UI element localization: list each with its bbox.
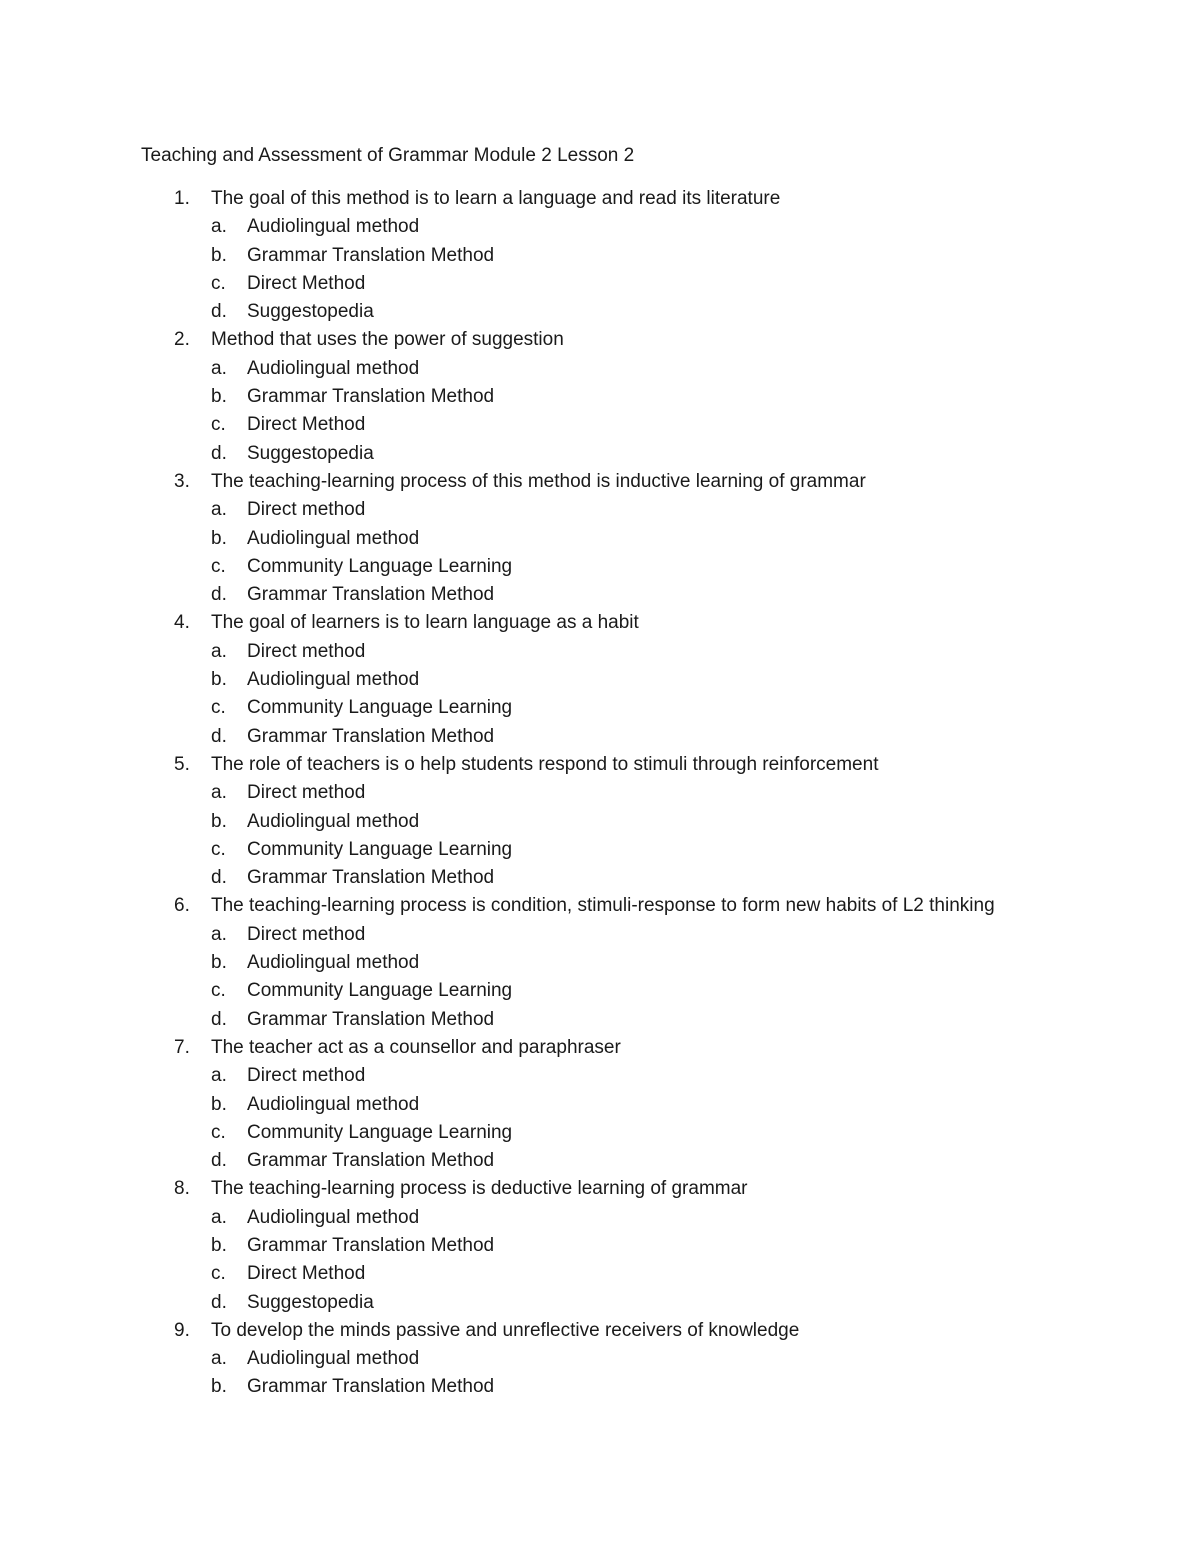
option-letter: b.: [211, 244, 227, 266]
answer-option: [0, 525, 1200, 553]
option-text: Grammar Translation Method: [247, 386, 495, 408]
option-letter: b.: [211, 1376, 227, 1398]
option-text: Suggestopedia: [247, 1291, 374, 1313]
question-item: [0, 751, 1200, 779]
option-letter: c.: [211, 1121, 226, 1143]
question-text: The goal of this method is to learn a language and read its literature: [211, 188, 781, 209]
option-text: Direct Method: [247, 272, 366, 294]
option-text: Suggestopedia: [247, 301, 374, 323]
question-number: 6.: [174, 895, 190, 917]
option-letter: b.: [211, 527, 227, 549]
answer-option: [0, 1232, 1200, 1260]
answer-option: [0, 1373, 1200, 1401]
option-text: Grammar Translation Method: [247, 1234, 495, 1256]
answer-option: [0, 1062, 1200, 1090]
option-text: Direct Method: [247, 1263, 366, 1285]
option-letter: a.: [211, 1206, 227, 1228]
answer-option: [0, 977, 1200, 1005]
answer-option: [0, 496, 1200, 524]
option-text: Community Language Learning: [247, 1121, 513, 1143]
option-text: Direct method: [247, 1065, 366, 1087]
option-text: Audiolingual method: [247, 1206, 420, 1228]
option-letter: c.: [211, 697, 226, 719]
option-letter: b.: [211, 1093, 227, 1115]
answer-option: [0, 383, 1200, 411]
option-text: Community Language Learning: [247, 697, 513, 719]
option-text: Audiolingual method: [247, 952, 420, 974]
question-text: The teaching-learning process is deductive learning of grammar: [211, 1178, 748, 1200]
option-letter: b.: [211, 810, 227, 832]
option-text: Grammar Translation Method: [247, 1008, 495, 1030]
option-letter: b.: [211, 952, 227, 974]
answer-option: [0, 411, 1200, 439]
question-list: [0, 185, 1200, 1402]
option-text: Direct method: [247, 923, 366, 945]
option-text: Grammar Translation Method: [247, 584, 495, 606]
option-letter: d.: [211, 1150, 227, 1172]
option-letter: d.: [211, 867, 227, 889]
option-letter: b.: [211, 1234, 227, 1256]
question-number: 7.: [174, 1036, 190, 1058]
option-letter: c.: [211, 1263, 226, 1285]
question-number: 3.: [174, 470, 190, 492]
answer-option: [0, 553, 1200, 581]
question-text: Method that uses the power of suggestion: [211, 329, 564, 351]
option-text: Audiolingual method: [247, 810, 420, 832]
option-text: Audiolingual method: [247, 527, 420, 549]
option-text: Audiolingual method: [247, 357, 420, 379]
question-text: To develop the minds passive and unreflective receivers of knowledge: [211, 1319, 800, 1341]
question-item: [0, 892, 1200, 920]
option-letter: c.: [211, 838, 226, 860]
question-text: The teacher act as a counsellor and paraphraser: [211, 1036, 621, 1058]
question-text: The teaching-learning process of this method is inductive learning of grammar: [211, 470, 866, 492]
question-number: 1.: [174, 188, 190, 209]
answer-option: [0, 723, 1200, 751]
option-letter: d.: [211, 442, 227, 464]
option-text: Direct method: [247, 499, 366, 521]
answer-option: [0, 1091, 1200, 1119]
option-text: Direct method: [247, 782, 366, 804]
option-letter: c.: [211, 555, 226, 577]
question-item: [0, 609, 1200, 637]
question-number: 2.: [174, 329, 190, 351]
question-text: The role of teachers is o help students respond to stimuli through reinforcement: [211, 753, 879, 775]
option-letter: a.: [211, 357, 227, 379]
option-text: Grammar Translation Method: [247, 867, 495, 889]
option-letter: b.: [211, 386, 227, 408]
answer-option: [0, 694, 1200, 722]
answer-option: [0, 1147, 1200, 1175]
answer-option: [0, 1204, 1200, 1232]
question-item: [0, 326, 1200, 354]
option-text: Community Language Learning: [247, 555, 513, 577]
option-letter: a.: [211, 216, 227, 238]
answer-option: [0, 440, 1200, 468]
option-letter: d.: [211, 1008, 227, 1030]
option-letter: a.: [211, 923, 227, 945]
question-number: 8.: [174, 1178, 190, 1200]
question-text: The teaching-learning process is condition, stimuli-response to form new habits of L2 thinking: [211, 895, 995, 917]
answer-option: [0, 1119, 1200, 1147]
option-letter: d.: [211, 584, 227, 606]
option-letter: d.: [211, 301, 227, 323]
option-text: Grammar Translation Method: [247, 1376, 495, 1398]
answer-option: [0, 1345, 1200, 1373]
answer-option: [0, 808, 1200, 836]
option-text: Audiolingual method: [247, 1348, 420, 1370]
option-letter: a.: [211, 1348, 227, 1370]
answer-option: [0, 270, 1200, 298]
answer-option: [0, 1260, 1200, 1288]
option-letter: c.: [211, 272, 226, 294]
option-text: Audiolingual method: [247, 669, 420, 691]
option-letter: c.: [211, 414, 226, 436]
answer-option: [0, 666, 1200, 694]
option-letter: a.: [211, 782, 227, 804]
option-letter: a.: [211, 640, 227, 662]
option-letter: a.: [211, 499, 227, 521]
question-item: [0, 1317, 1200, 1345]
option-text: Audiolingual method: [247, 1093, 420, 1115]
question-text: The goal of learners is to learn language as a habit: [211, 612, 639, 634]
question-item: [0, 1175, 1200, 1203]
option-letter: b.: [211, 669, 227, 691]
option-text: Grammar Translation Method: [247, 1150, 495, 1172]
answer-option: [0, 213, 1200, 241]
option-text: Audiolingual method: [247, 216, 420, 238]
option-text: Community Language Learning: [247, 838, 513, 860]
question-number: 4.: [174, 612, 190, 634]
answer-option: [0, 921, 1200, 949]
question-item: [0, 185, 1200, 213]
answer-option: [0, 638, 1200, 666]
answer-option: [0, 864, 1200, 892]
option-text: Grammar Translation Method: [247, 725, 495, 747]
question-number: 5.: [174, 753, 190, 775]
option-text: Suggestopedia: [247, 442, 374, 464]
answer-option: [0, 355, 1200, 383]
question-item: [0, 468, 1200, 496]
answer-option: [0, 581, 1200, 609]
option-letter: c.: [211, 980, 226, 1002]
option-text: Direct Method: [247, 414, 366, 436]
option-text: Grammar Translation Method: [247, 244, 495, 266]
option-text: Community Language Learning: [247, 980, 513, 1002]
answer-option: [0, 949, 1200, 977]
question-item: [0, 1034, 1200, 1062]
answer-option: [0, 836, 1200, 864]
document-title: Teaching and Assessment of Grammar Module 2 Lesson 2: [141, 145, 635, 166]
answer-option: [0, 779, 1200, 807]
answer-option: [0, 1006, 1200, 1034]
answer-option: [0, 1289, 1200, 1317]
question-number: 9.: [174, 1319, 190, 1341]
answer-option: [0, 298, 1200, 326]
option-letter: d.: [211, 1291, 227, 1313]
option-text: Direct method: [247, 640, 366, 662]
option-letter: a.: [211, 1065, 227, 1087]
answer-option: [0, 242, 1200, 270]
option-letter: d.: [211, 725, 227, 747]
